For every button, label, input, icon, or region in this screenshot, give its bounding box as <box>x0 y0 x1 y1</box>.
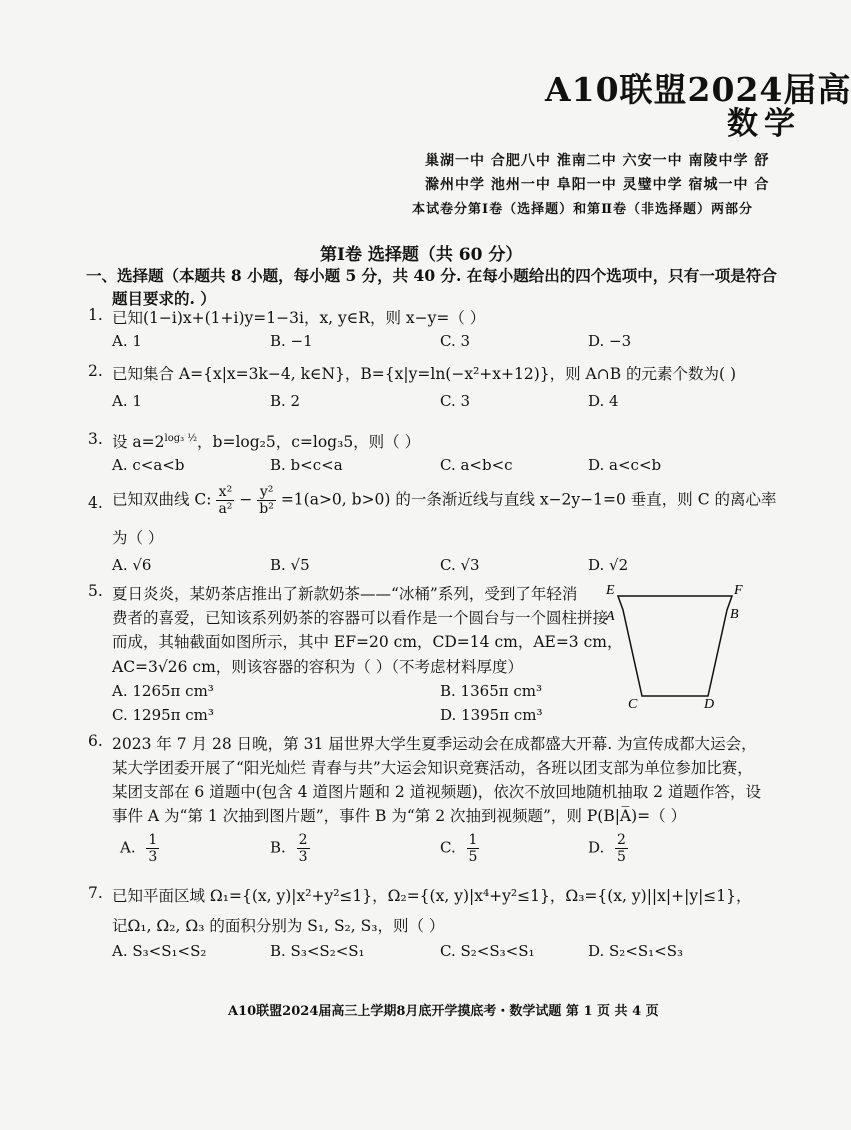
exam-title: A10联盟2024届高 <box>545 70 851 109</box>
subject-title: 数学 <box>727 106 801 142</box>
q4-option-b: B. √5 <box>270 556 310 574</box>
q6-b-num: 2 <box>298 832 308 848</box>
q7-line-2: 记Ω₁, Ω₂, Ω₃ 的面积分别为 S₁, S₂, S₃，则（ ） <box>112 917 445 935</box>
q6-option-d-label: D. <box>588 838 605 857</box>
q3-exponent: log₃ ½ <box>164 432 198 444</box>
q4-option-d: D. √2 <box>588 556 629 574</box>
q6-option-c-fraction <box>467 832 480 865</box>
section-instruction-line-2: 题目要求的. ） <box>112 289 216 308</box>
q2-stem: 已知集合 A={x|x=3k−4, k∈N}，B={x|y=ln(−x²+x+12)}，则 A∩B 的元素个数为( ) <box>112 365 737 383</box>
q5-label-d: D <box>704 697 715 712</box>
q3-number: 3. <box>88 430 103 448</box>
q5-label-f: F <box>734 583 743 598</box>
q6-b-den: 3 <box>298 849 308 865</box>
q4-frac1-num: x² <box>216 484 234 501</box>
q1-option-b: B. −1 <box>270 332 313 350</box>
q5-line-3: 而成，其轴截面如图所示，其中 EF=20 cm，CD=14 cm，AE=3 cm， <box>112 633 623 651</box>
q2-option-a: A. 1 <box>112 392 142 410</box>
q6-option-d-fraction <box>615 832 628 865</box>
q6-option-b <box>270 832 310 865</box>
q4-fraction-x <box>216 484 234 517</box>
q4-option-c: C. √3 <box>440 556 480 574</box>
q7-option-b: B. S₃<S₂<S₁ <box>270 942 365 960</box>
q4-frac2-den: b² <box>259 501 274 517</box>
q6-option-c-label: C. <box>440 838 456 857</box>
q5-label-c: C <box>628 697 638 712</box>
q4-frac1-den: a² <box>218 501 233 517</box>
q5-line-2: 费者的喜爱，已知该系列奶茶的容器可以看作是一个圆台与一个圆柱拼接 <box>112 609 609 627</box>
q4-option-a: A. √6 <box>112 556 152 574</box>
q6-d-num: 2 <box>617 832 626 848</box>
q6-c-den: 5 <box>468 849 478 865</box>
q2-option-b: B. 2 <box>270 392 301 410</box>
q6-line-1: 2023 年 7 月 28 日晚，第 31 届世界大学生夏季运动会在成都盛大开幕. 为宣传成都大运会， <box>112 735 757 753</box>
q1-stem: 已知(1−i)x+(1+i)y=1−3i，x, y∈R，则 x−y=（ ） <box>112 309 486 327</box>
q6-number: 6. <box>88 732 103 750</box>
q5-option-d: D. 1395π cm³ <box>440 706 543 724</box>
q6-c-num: 1 <box>468 832 478 848</box>
q5-axial-section-figure <box>600 580 750 710</box>
q3-stem-end: ，b=log₂5，c=log₃5，则（ ） <box>197 433 421 451</box>
q5-number: 5. <box>88 582 103 600</box>
q6-a-den: 3 <box>148 849 158 865</box>
q6-option-d <box>588 832 628 865</box>
q4-stem-end: =1(a>0, b>0) 的一条渐近线与直线 x−2y−1=0 垂直，则 C 的离心率 <box>280 490 777 509</box>
q5-option-b: B. 1365π cm³ <box>440 682 542 700</box>
q3-stem-start: 设 a=2 <box>112 433 165 451</box>
part-heading: 第Ⅰ卷 选择题（共 60 分） <box>320 245 523 265</box>
q4-number: 4. <box>88 494 103 512</box>
q6-option-a <box>120 832 159 865</box>
q7-option-a: A. S₃<S₁<S₂ <box>112 942 207 960</box>
q3-stem <box>112 430 420 452</box>
q5-line-4: AC=3√26 cm，则该容器的容积为（ ）（不考虑材料厚度） <box>112 658 523 676</box>
q1-option-c: C. 3 <box>440 332 471 350</box>
q6-a-num: 1 <box>148 832 158 848</box>
q6-option-a-fraction <box>146 832 159 865</box>
q5-option-c: C. 1295π cm³ <box>112 706 214 724</box>
q3-option-d: D. a<c<b <box>588 456 662 474</box>
q4-minus: − <box>239 490 253 509</box>
q2-option-c: C. 3 <box>440 392 471 410</box>
q5-figure-outline <box>618 596 732 696</box>
section-instruction-line-1: 一、选择题（本题共 8 小题，每小题 5 分，共 40 分. 在每小题给出的四个选项中，只有一项是符合 <box>86 266 777 285</box>
q6-line-3: 某团支部在 6 道题中(包含 4 道图片题和 2 道视频题)，依次不放回地随机抽取 2 道题作答，设 <box>112 783 761 801</box>
q6-d-den: 5 <box>617 849 626 865</box>
q2-number: 2. <box>88 362 103 380</box>
page-footer: A10联盟2024届高三上学期8月底开学摸底考・数学试题 第 1 页 共 4 页 <box>228 1004 659 1019</box>
schools-line-1: 巢湖一中 合肥八中 淮南二中 六安一中 南陵中学 舒 <box>425 153 770 169</box>
q5-option-a: A. 1265π cm³ <box>112 682 214 700</box>
q5-label-b: B <box>730 607 739 622</box>
q2-option-d: D. 4 <box>588 392 619 410</box>
q6-line-4: 事件 A 为“第 1 次抽到图片题”，事件 B 为“第 2 次抽到视频题”，则 P(B|A̅)=（ ） <box>112 807 687 825</box>
q7-number: 7. <box>88 884 103 902</box>
q6-option-a-label: A. <box>120 838 136 857</box>
q6-option-c <box>440 832 479 865</box>
q1-option-d: D. −3 <box>588 332 632 350</box>
q3-option-c: C. a<b<c <box>440 456 513 474</box>
q7-option-c: C. S₂<S₃<S₁ <box>440 942 535 960</box>
q6-line-2: 某大学团委开展了“阳光灿烂 青春与共”大运会知识竞赛活动，各班以团支部为单位参加比赛， <box>112 759 753 777</box>
q4-stem-start: 已知双曲线 C: <box>112 490 212 509</box>
q3-option-a: A. c<a<b <box>112 456 185 474</box>
exam-note: 本试卷分第Ⅰ卷（选择题）和第Ⅱ卷（非选择题）两部分 <box>412 202 754 217</box>
q5-label-a: A <box>606 609 615 624</box>
q6-option-b-fraction <box>297 832 310 865</box>
q3-option-b: B. b<c<a <box>270 456 343 474</box>
q5-line-1: 夏日炎炎，某奶茶店推出了新款奶茶——“冰桶”系列，受到了年轻消 <box>112 585 578 603</box>
q7-line-1: 已知平面区域 Ω₁={(x, y)|x²+y²≤1}，Ω₂={(x, y)|x⁴+y²≤1}，Ω₃={(x, y)||x|+|y|≤1}， <box>112 887 752 905</box>
q7-option-d: D. S₂<S₁<S₃ <box>588 942 684 960</box>
q1-option-a: A. 1 <box>112 332 142 350</box>
q5-label-e: E <box>606 583 615 598</box>
q4-stem-cont: 为（ ） <box>112 529 164 547</box>
q4-frac2-num: y² <box>257 484 276 501</box>
q4-fraction-y <box>257 484 276 517</box>
q6-option-b-label: B. <box>270 838 286 857</box>
schools-line-2: 滁州中学 池州一中 阜阳一中 灵璧中学 宿城一中 合 <box>425 177 770 193</box>
q4-stem <box>112 484 777 517</box>
q1-number: 1. <box>88 306 103 324</box>
